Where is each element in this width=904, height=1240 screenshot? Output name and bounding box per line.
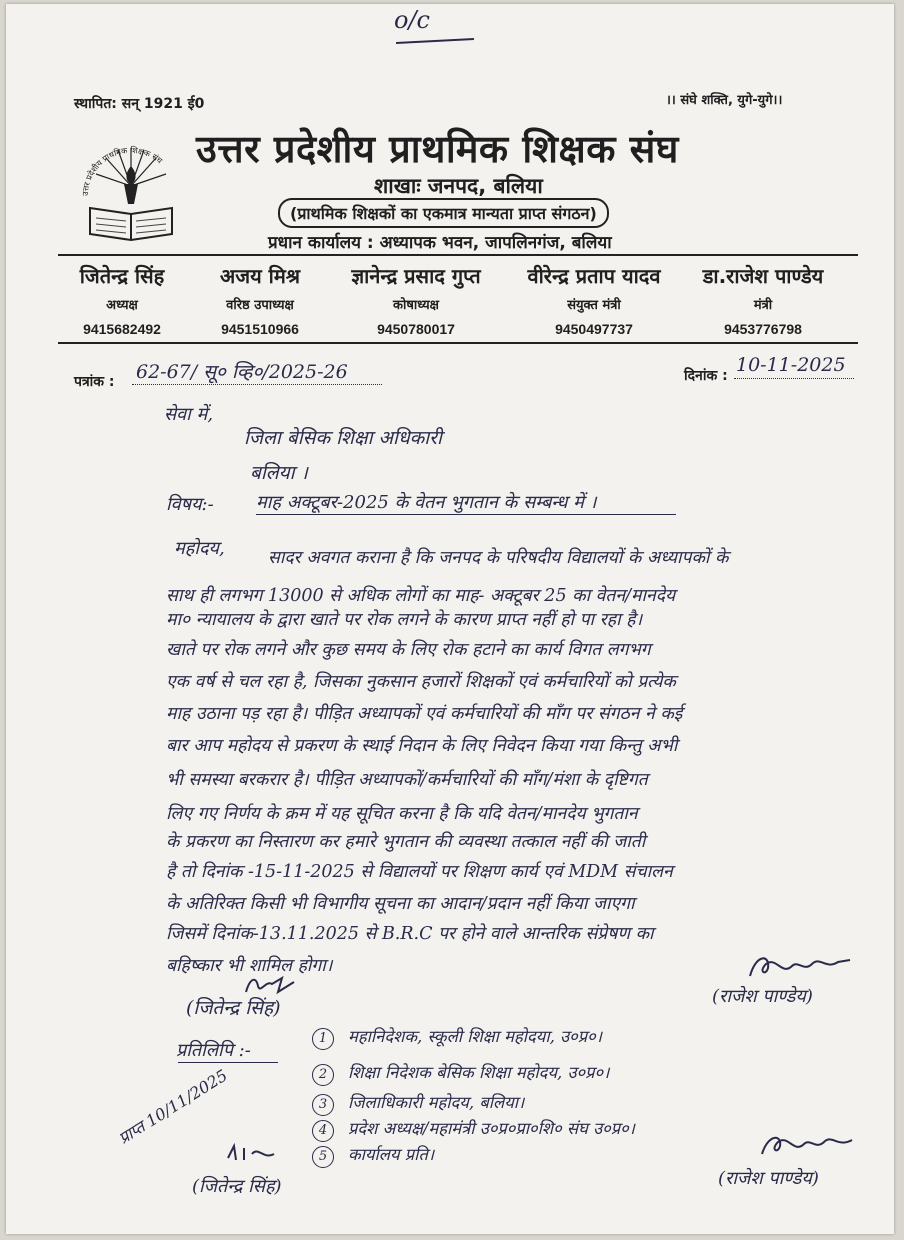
body-line: के अतिरिक्त किसी भी विभागीय सूचना का आदान/प्रदान नहीं किया जाएगा	[166, 894, 635, 914]
officers-divider	[58, 342, 858, 344]
officer-treasurer	[336, 262, 496, 337]
svg-text:उत्तर प्रदेशीय प्राथमिक शिक्षक	[81, 145, 164, 196]
ref-label: पत्रांक :	[74, 374, 115, 390]
body-line: माह उठाना पड़ रहा है। पीड़ित अध्यापकों एवं कर्मचारियों की माँग पर संगठन ने कई	[166, 704, 683, 724]
officer-phone: 9450497737	[555, 321, 633, 337]
officer-president	[62, 262, 182, 337]
body-line: भी समस्या बरकरार है। पीड़ित अध्यापकों/कर्मचारियों की माँग/मंशा के दृष्टिगत	[166, 770, 648, 790]
greeting: महोदय,	[174, 538, 225, 559]
letter-sheet	[6, 4, 894, 1234]
officer-secretary	[688, 262, 838, 337]
copy-item	[312, 1090, 524, 1116]
copy-number: 2	[312, 1064, 334, 1086]
officer-name: जितेन्द्र सिंह	[79, 264, 165, 288]
officer-post: मंत्री	[753, 298, 773, 313]
officer-name: ज्ञानेन्द्र प्रसाद गुप्त	[351, 264, 481, 288]
officer-post: संयुक्त मंत्री	[567, 298, 621, 313]
top-annotation: o/c	[394, 6, 430, 34]
copy-item	[312, 1142, 434, 1168]
branch-text: शाखाः जनपद, बलिया	[374, 174, 543, 198]
body-line: मा० न्यायालय के द्वारा खाते पर रोक लगने के कारण प्राप्त नहीं हो पा रहा है।	[166, 610, 643, 630]
officer-name: डा.राजेश पाण्डेय	[702, 264, 824, 288]
head-office-text: प्रधान कार्यालय : अध्यापक भवन, जापलिनगंज, बलिया	[268, 233, 612, 253]
subject-text: माह अक्टूबर-2025 के वेतन भुगतान के सम्बन्ध में ।	[256, 492, 597, 513]
officer-phone: 9453776798	[724, 321, 802, 337]
subject-label: विषय:-	[166, 494, 214, 515]
top-annotation-underline	[396, 38, 474, 44]
ref-dotline	[132, 384, 382, 385]
body-line: बहिष्कार भी शामिल होगा।	[166, 956, 333, 976]
logo-arc-text: उत्तर प्रदेशीय प्राथमिक शिक्षक संघ	[80, 145, 165, 197]
copy-number: 5	[312, 1146, 334, 1168]
salutation-to: सेवा में,	[164, 404, 214, 425]
copy-text: महानिदेशक, स्कूली शिक्षा महोदया, उ०प्र०।	[348, 1027, 602, 1046]
officer-name: अजय मिश्र	[220, 264, 300, 288]
copy-text: कार्यालय प्रति।	[348, 1145, 435, 1164]
recipient-city: बलिया ।	[250, 462, 308, 484]
officer-phone: 9450780017	[377, 321, 455, 337]
subject-underline	[256, 514, 676, 515]
signature-rajesh-icon	[746, 950, 856, 984]
ref-number: 62-67/ सू० व्हि०/2025-26	[136, 361, 348, 383]
signatory-left: (जितेन्द्र सिंह)	[186, 997, 281, 1019]
tagline-text: (प्राथमिक शिक्षकों का एकमात्र मान्यता प्राप्त संगठन)	[278, 198, 609, 228]
copy-number: 1	[312, 1028, 334, 1050]
received-note: प्राप्त 10/11/2025	[115, 1065, 231, 1148]
letter-date: 10-11-2025	[736, 354, 846, 376]
copy-number: 4	[312, 1120, 334, 1142]
officer-phone: 9451510966	[221, 321, 299, 337]
signatory-right-2: (राजेश पाण्डेय)	[718, 1168, 819, 1189]
founded-text: स्थापित: सन् 1921 ई0	[74, 96, 205, 112]
signature-jitendra-2-icon	[224, 1140, 284, 1166]
org-name: उत्तर प्रदेशीय प्राथमिक शिक्षक संघ	[196, 127, 679, 171]
union-logo-icon	[76, 126, 186, 244]
copy-text: प्रदेश अध्यक्ष/महामंत्री उ०प्र०प्रा०शि० संघ उ०प्र०।	[348, 1119, 635, 1138]
copy-item	[312, 1024, 602, 1050]
officer-post: कोषाध्यक्ष	[393, 298, 439, 313]
copy-label: प्रतिलिपि :-	[176, 1040, 251, 1061]
header-divider	[58, 254, 858, 256]
motto-text: ।। संघे शक्ति, युगे-युगे।।	[666, 93, 783, 108]
officer-name: वीरेन्द्र प्रताप यादव	[527, 264, 661, 288]
date-dotline	[734, 378, 854, 379]
signature-rajesh-2-icon	[758, 1130, 858, 1162]
signatory-left-2: (जितेन्द्र सिंह)	[192, 1176, 282, 1197]
officer-phone: 9415682492	[83, 321, 161, 337]
officer-senior-vice-president	[200, 262, 320, 337]
body-line: के प्रकरण का निस्तारण कर हमारे भुगतान की व्यवस्था तत्काल नहीं की जाती	[166, 832, 646, 852]
date-label: दिनांक :	[684, 368, 728, 384]
officer-post: अध्यक्ष	[106, 298, 138, 313]
signatory-right: (राजेश पाण्डेय)	[712, 986, 813, 1007]
copy-text: जिलाधिकारी महोदय, बलिया।	[348, 1093, 525, 1112]
copy-label-underline	[178, 1062, 278, 1063]
body-line: लिए गए निर्णय के क्रम में यह सूचित करना है कि यदि वेतन/मानदेय भुगतान	[166, 804, 638, 824]
recipient: जिला बेसिक शिक्षा अधिकारी	[244, 427, 442, 449]
body-line: साथ ही लगभग 13000 से अधिक लोगों का माह- अक्टूबर 25 का वेतन/मानदेय	[166, 586, 676, 606]
body-line: एक वर्ष से चल रहा है, जिसका नुकसान हजारों शिक्षकों एवं कर्मचारियों को प्रत्येक	[166, 672, 676, 692]
officer-post: वरिष्ठ उपाध्यक्ष	[226, 298, 294, 313]
copy-text: शिक्षा निदेशक बेसिक शिक्षा महोदय, उ०प्र०।	[348, 1063, 610, 1082]
body-line: जिसमें दिनांक-13.11.2025 से B.R.C पर होने वाले आन्तरिक संप्रेषण का	[166, 924, 654, 944]
body-line: सादर अवगत कराना है कि जनपद के परिषदीय विद्यालयों के अध्यापकों के	[268, 548, 729, 568]
body-line: खाते पर रोक लगने और कुछ समय के लिए रोक हटाने का कार्य विगत लगभग	[166, 640, 651, 660]
copy-item	[312, 1116, 635, 1142]
copy-number: 3	[312, 1094, 334, 1116]
body-line: बार आप महोदय से प्रकरण के स्थाई निदान के लिए निवेदन किया गया किन्तु अभी	[166, 736, 678, 756]
officer-joint-secretary	[514, 262, 674, 337]
body-line: है तो दिनांक -15-11-2025 से विद्यालयों पर शिक्षण कार्य एवं MDM संचालन	[166, 862, 673, 882]
copy-item	[312, 1060, 609, 1086]
